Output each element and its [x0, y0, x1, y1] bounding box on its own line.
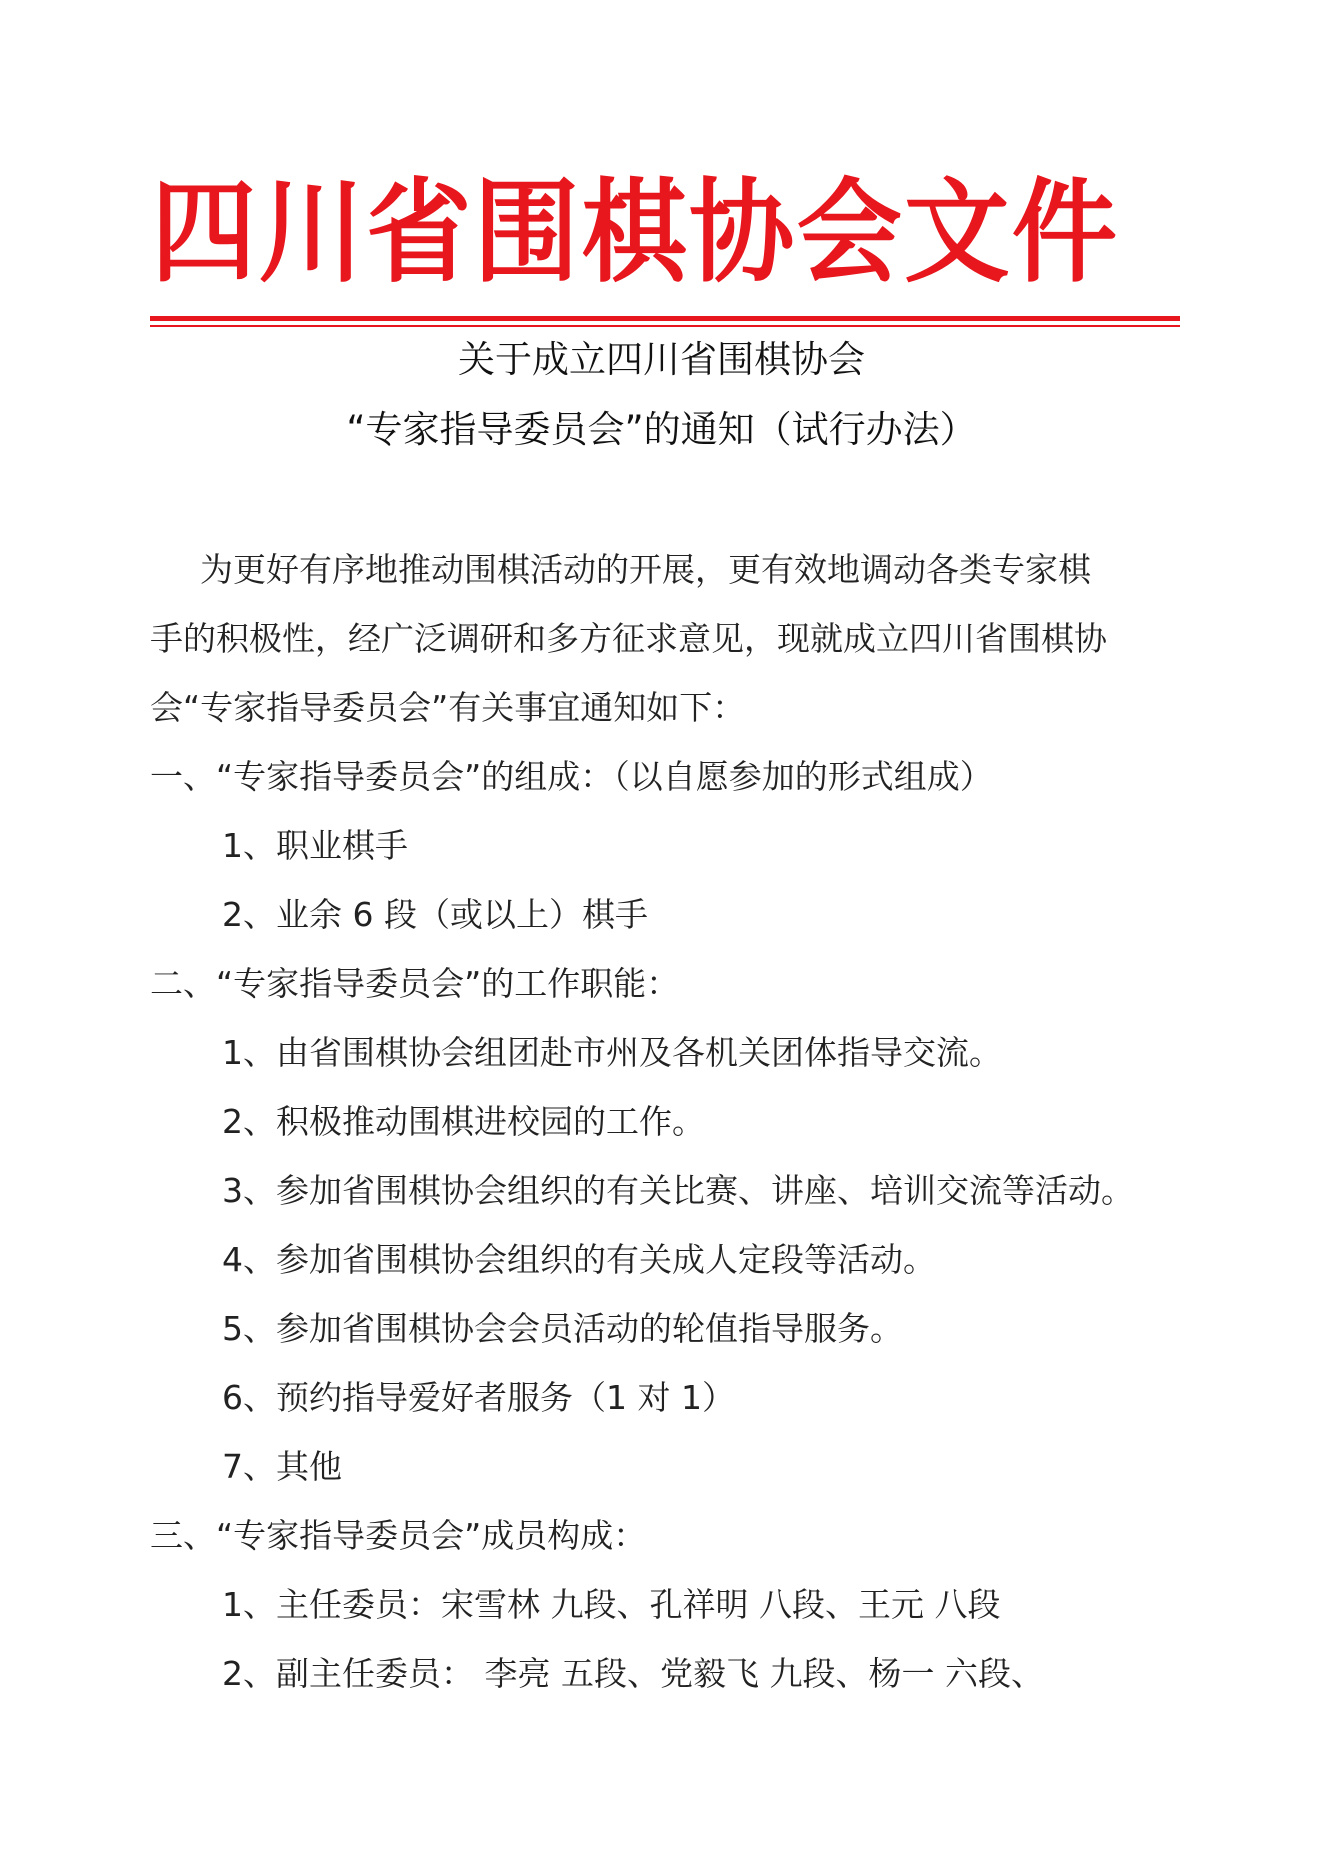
document-title-line1: 关于成立四川省围棋协会 — [458, 338, 865, 381]
intro-line: 手的积极性，经广泛调研和多方征求意见，现就成立四川省围棋协 — [150, 619, 1107, 658]
masthead-char: 件 — [1011, 168, 1117, 298]
list-item: 1、职业棋手 — [222, 826, 408, 865]
section-heading: 一、“专家指导委员会”的组成：（以自愿参加的形式组成） — [150, 757, 993, 796]
list-item: 2、积极推动围棋进校园的工作。 — [222, 1102, 705, 1141]
list-item: 1、主任委员：宋雪林 九段、孔祥明 八段、王元 八段 — [222, 1585, 1001, 1624]
list-item: 4、参加省围棋协会组织的有关成人定段等活动。 — [222, 1240, 936, 1279]
masthead-char: 川 — [258, 168, 364, 298]
masthead-char: 棋 — [581, 168, 687, 298]
intro-line: 会“专家指导委员会”有关事宜通知如下： — [150, 688, 746, 727]
masthead-char: 省 — [366, 168, 472, 298]
intro-line: 为更好有序地推动围棋活动的开展，更有效地调动各类专家棋 — [200, 550, 1091, 589]
header-rule-thick — [150, 316, 1180, 321]
list-item: 6、预约指导爱好者服务（1 对 1） — [222, 1378, 735, 1417]
document-title-line2: “专家指导委员会”的通知（试行办法） — [346, 408, 977, 451]
list-item: 7、其他 — [222, 1447, 342, 1486]
masthead-char: 四 — [151, 168, 257, 298]
section-heading: 三、“专家指导委员会”成员构成： — [150, 1516, 647, 1555]
masthead-char: 会 — [796, 168, 902, 298]
list-item: 2、业余 6 段（或以上）棋手 — [222, 895, 648, 934]
masthead-char: 围 — [473, 168, 580, 298]
list-item: 3、参加省围棋协会组织的有关比赛、讲座、培训交流等活动。 — [222, 1171, 1134, 1210]
masthead-char: 文 — [904, 168, 1010, 298]
masthead-char: 协 — [689, 168, 795, 298]
section-heading: 二、“专家指导委员会”的工作职能： — [150, 964, 680, 1003]
header-rule-thin — [150, 325, 1180, 327]
list-item: 1、由省围棋协会组团赴市州及各机关团体指导交流。 — [222, 1033, 1002, 1072]
list-item: 5、参加省围棋协会会员活动的轮值指导服务。 — [222, 1309, 903, 1348]
masthead — [150, 168, 1118, 298]
list-item: 2、副主任委员： 李亮 五段、党毅飞 九段、杨一 六段、 — [222, 1654, 1044, 1693]
